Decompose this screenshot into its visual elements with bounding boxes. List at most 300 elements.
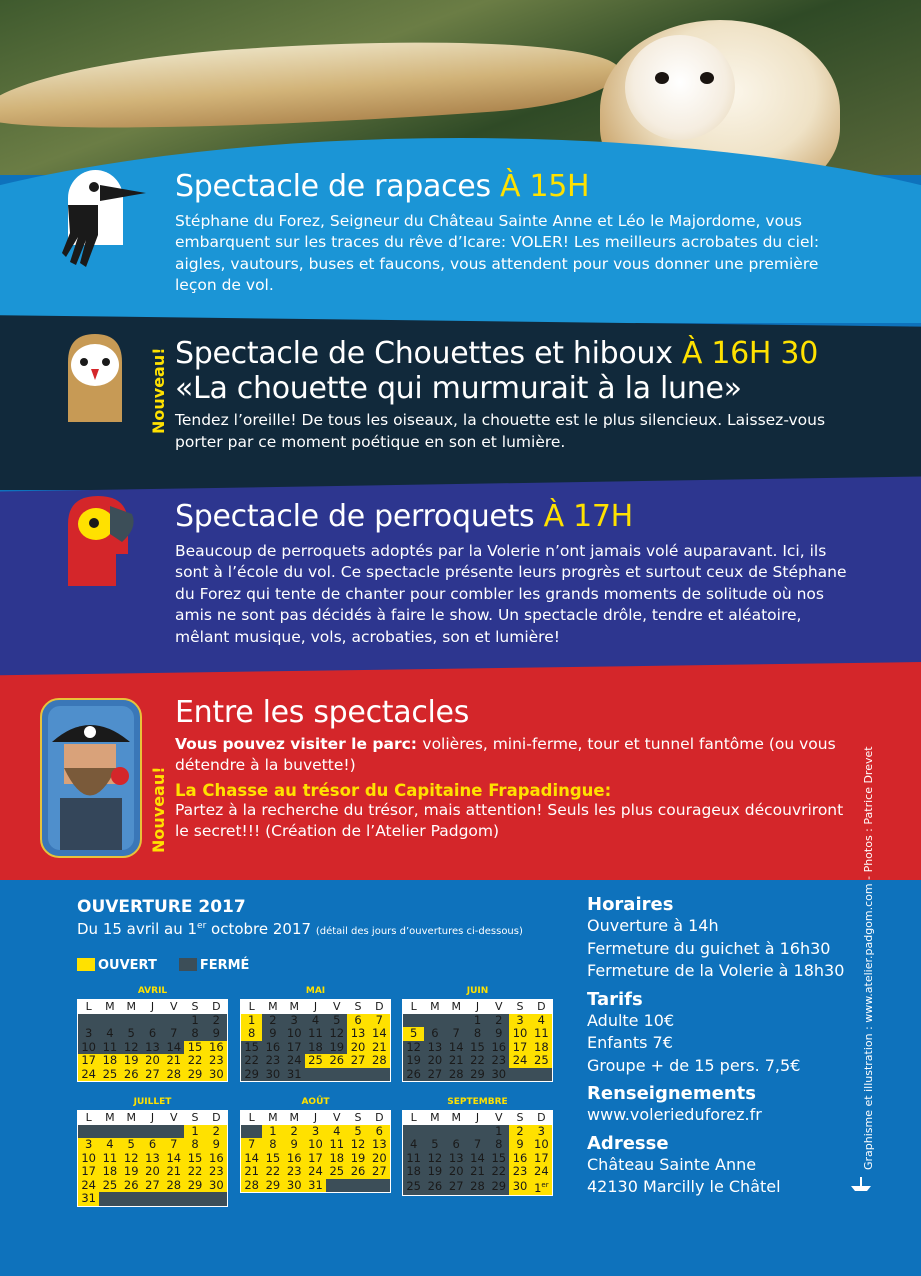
calendar-day: 21 (467, 1165, 488, 1179)
toucan-icon (58, 165, 148, 275)
calendar-day (369, 1068, 390, 1082)
calendar-day: 14 (467, 1152, 488, 1166)
weekday-header: M (284, 1111, 305, 1125)
weekday-header: V (488, 1111, 509, 1125)
legend-closed: FERMÉ (179, 958, 250, 973)
calendar-day (424, 1014, 445, 1028)
calendar-day: 19 (121, 1165, 142, 1179)
weekday-header: L (78, 1111, 99, 1125)
calendar-day: 3 (509, 1014, 530, 1028)
calendar-day: 15 (467, 1041, 488, 1055)
calendar-day: 15 (184, 1041, 205, 1055)
calendar-day (446, 1125, 467, 1139)
calendar-day (78, 1125, 99, 1139)
calendar-day: 16 (262, 1041, 283, 1055)
calendar-day: 19 (424, 1165, 445, 1179)
calendar-day: 13 (142, 1041, 163, 1055)
calendar-day (241, 1125, 262, 1139)
weekday-header: L (78, 1000, 99, 1014)
weekday-header: M (99, 1111, 120, 1125)
calendar-day: 19 (326, 1041, 347, 1055)
owl-eye-right (700, 72, 714, 84)
chasse-title: La Chasse au trésor du Capitaine Frapadingue: (175, 780, 612, 800)
calendar-day: 24 (509, 1054, 530, 1068)
calendar-day (531, 1068, 552, 1082)
calendar-day: 8 (184, 1138, 205, 1152)
calendar-day: 13 (424, 1041, 445, 1055)
calendar-day: 18 (99, 1054, 120, 1068)
calendar-day: 30 (284, 1179, 305, 1193)
weekday-header: J (142, 1000, 163, 1014)
horaires-title: Horaires (587, 894, 674, 915)
calendar-day: 25 (99, 1179, 120, 1193)
chouettes-subtitle: «La chouette qui murmurait à la lune» (175, 370, 742, 406)
calendar-day: 16 (488, 1041, 509, 1055)
calendar-day: 3 (305, 1125, 326, 1139)
calendar-day: 29 (241, 1068, 262, 1082)
calendar-day: 31 (305, 1179, 326, 1193)
calendar-day: 22 (241, 1054, 262, 1068)
calendar-day: 29 (488, 1179, 509, 1195)
calendar-day: 4 (403, 1138, 424, 1152)
calendar-day: 10 (531, 1138, 552, 1152)
calendar-day: 16 (284, 1152, 305, 1166)
calendar-day: 20 (446, 1165, 467, 1179)
calendar-day: 8 (262, 1138, 283, 1152)
calendar-day: 16 (206, 1152, 227, 1166)
weekday-header: M (262, 1000, 283, 1014)
calendar-day: 24 (78, 1068, 99, 1082)
calendar-day: 25 (99, 1068, 120, 1082)
weekday-header: M (446, 1111, 467, 1125)
calendar-day: 18 (326, 1152, 347, 1166)
calendar-day: 30 (509, 1179, 530, 1195)
calendar-day: 9 (509, 1138, 530, 1152)
credit-text: Graphisme et illustration : www.atelier.padgom.com - Photos : Patrice Drevet (862, 746, 875, 1170)
calendar-day: 23 (284, 1165, 305, 1179)
calendar-day: 6 (369, 1125, 390, 1139)
calendar-day: 7 (163, 1027, 184, 1041)
weekday-header: S (347, 1000, 368, 1014)
tarif-3: Groupe + de 15 pers. 7,5€ (587, 1055, 801, 1075)
calendar-day (403, 1014, 424, 1028)
calendar-day (347, 1179, 368, 1193)
weekday-header: S (184, 1111, 205, 1125)
calendar-day: 28 (467, 1179, 488, 1195)
calendar-month (77, 1097, 228, 1207)
calendar-day (424, 1125, 445, 1139)
calendar-day: 21 (163, 1165, 184, 1179)
calendar-day: 10 (305, 1138, 326, 1152)
calendar-day: 28 (446, 1068, 467, 1082)
calendar-day: 7 (446, 1027, 467, 1041)
calendar-month (77, 986, 228, 1082)
calendar-day: 8 (488, 1138, 509, 1152)
calendar-day: 13 (369, 1138, 390, 1152)
calendar-day: 30 (262, 1068, 283, 1082)
calendar-day (184, 1192, 205, 1206)
calendar-day (403, 1125, 424, 1139)
calendar-day: 14 (241, 1152, 262, 1166)
calendar-day: 6 (142, 1027, 163, 1041)
month-name: MAI (305, 986, 326, 996)
calendar-month (240, 986, 391, 1082)
calendar-day: 27 (142, 1068, 163, 1082)
weekday-header: L (403, 1000, 424, 1014)
calendar-day: 24 (284, 1054, 305, 1068)
nouveau-badge-entre: Nouveau! (149, 766, 168, 853)
weekday-header: D (206, 1000, 227, 1014)
month-name: AVRIL (137, 986, 168, 996)
calendar-day (206, 1192, 227, 1206)
calendar-day: 20 (347, 1041, 368, 1055)
calendar-day: 11 (326, 1138, 347, 1152)
calendar-day: 11 (99, 1041, 120, 1055)
calendar-day: 25 (305, 1054, 326, 1068)
calendar-day: 1 (488, 1125, 509, 1139)
calendar-day: 12 (121, 1041, 142, 1055)
calendar-day: 24 (305, 1165, 326, 1179)
calendar-day: 17 (78, 1165, 99, 1179)
month-name: JUIN (466, 986, 489, 996)
calendar-day: 2 (206, 1014, 227, 1028)
calendar-day: 4 (326, 1125, 347, 1139)
calendar-day: 19 (347, 1152, 368, 1166)
weekday-header: V (163, 1000, 184, 1014)
calendar-day (467, 1125, 488, 1139)
calendar-day: 30 (488, 1068, 509, 1082)
calendar-day: 3 (78, 1027, 99, 1041)
calendar-day: 29 (184, 1179, 205, 1193)
calendar-day: 1 (262, 1125, 283, 1139)
weekday-header: M (284, 1000, 305, 1014)
calendar-day: 12 (424, 1152, 445, 1166)
calendar-day: 22 (184, 1054, 205, 1068)
calendar-day: 3 (284, 1014, 305, 1028)
calendar-day (121, 1192, 142, 1206)
calendar-day: 4 (99, 1027, 120, 1041)
calendar-day: 31 (284, 1068, 305, 1082)
calendar-day: 10 (78, 1041, 99, 1055)
calendar-day: 2 (206, 1125, 227, 1139)
calendar-day: 21 (163, 1054, 184, 1068)
adresse-title: Adresse (587, 1132, 669, 1154)
calendar-day: 17 (78, 1054, 99, 1068)
weekday-header: S (509, 1111, 530, 1125)
calendar-day: 5 (326, 1014, 347, 1028)
calendar-day (347, 1068, 368, 1082)
calendar-day: 26 (424, 1179, 445, 1195)
calendar-day: 8 (467, 1027, 488, 1041)
calendar-day: 6 (446, 1138, 467, 1152)
calendar-day: 2 (262, 1014, 283, 1028)
calendar-day: 26 (326, 1054, 347, 1068)
calendar-day: 8 (241, 1027, 262, 1041)
weekday-header: V (326, 1111, 347, 1125)
calendar-day: 9 (488, 1027, 509, 1041)
section-chouettes (175, 337, 855, 453)
section-perroquets (175, 500, 855, 648)
calendar-day: 1er (531, 1179, 552, 1195)
calendar-day: 6 (347, 1014, 368, 1028)
calendar-day (99, 1125, 120, 1139)
calendar-day: 24 (531, 1165, 552, 1179)
calendar-day: 13 (142, 1152, 163, 1166)
calendar-day (142, 1014, 163, 1028)
calendar-day: 4 (99, 1138, 120, 1152)
calendar-day: 4 (305, 1014, 326, 1028)
calendar-day: 27 (347, 1054, 368, 1068)
weekday-header: D (531, 1000, 552, 1014)
calendar-day (99, 1014, 120, 1028)
weekday-header: J (305, 1000, 326, 1014)
calendar-day: 2 (284, 1125, 305, 1139)
calendar-day: 7 (369, 1014, 390, 1028)
chouettes-body: Tendez l’oreille! De tous les oiseaux, la chouette est le plus silencieux. Laissez-vous porter par ce moment poétique en son et lumière. (175, 411, 826, 451)
calendar-day: 1 (467, 1014, 488, 1028)
calendar-day: 10 (509, 1027, 530, 1041)
calendar-day: 2 (488, 1014, 509, 1028)
calendar-day: 13 (347, 1027, 368, 1041)
calendar-day: 21 (241, 1165, 262, 1179)
calendar-day (446, 1014, 467, 1028)
weekday-header: M (424, 1000, 445, 1014)
weekday-header: D (369, 1111, 390, 1125)
entre-title: Entre les spectacles (175, 695, 470, 730)
calendar-day: 20 (142, 1054, 163, 1068)
calendar-day: 12 (121, 1152, 142, 1166)
horaires-3: Fermeture de la Volerie à 18h30 (587, 961, 845, 980)
calendar-day: 23 (206, 1054, 227, 1068)
calendar-day (142, 1125, 163, 1139)
calendar-day: 5 (424, 1138, 445, 1152)
month-name: SEPTEMBRE (447, 1097, 508, 1107)
calendar-day (163, 1014, 184, 1028)
calendar-day: 20 (369, 1152, 390, 1166)
calendar-day (326, 1068, 347, 1082)
calendar-day: 7 (163, 1138, 184, 1152)
calendar-day: 28 (163, 1179, 184, 1193)
calendar-day: 5 (403, 1027, 424, 1041)
calendar-day: 7 (467, 1138, 488, 1152)
calendar-day: 6 (424, 1027, 445, 1041)
chouettes-title: Spectacle de Chouettes et hiboux À 16H 30 (175, 336, 818, 371)
info-column (587, 890, 847, 1199)
calendar-day: 27 (446, 1179, 467, 1195)
calendar-day: 11 (305, 1027, 326, 1041)
calendar-day: 26 (347, 1165, 368, 1179)
calendar-day (121, 1014, 142, 1028)
calendar-day: 25 (403, 1179, 424, 1195)
calendar-day: 19 (403, 1054, 424, 1068)
calendar-day: 2 (509, 1125, 530, 1139)
calendar-day: 1 (241, 1014, 262, 1028)
calendar-day: 12 (326, 1027, 347, 1041)
pirate-icon (40, 698, 142, 858)
calendar-day: 26 (121, 1179, 142, 1193)
calendar-day: 10 (78, 1152, 99, 1166)
calendar-day (78, 1014, 99, 1028)
weekday-header: L (403, 1111, 424, 1125)
calendar-day: 29 (262, 1179, 283, 1193)
weekday-header: M (99, 1000, 120, 1014)
weekday-header: S (509, 1000, 530, 1014)
calendar-day: 18 (403, 1165, 424, 1179)
calendar-day: 22 (488, 1165, 509, 1179)
weekday-header: L (241, 1111, 262, 1125)
ouverture-title: OUVERTURE 2017 (77, 897, 246, 917)
website-link[interactable]: www.volerieduforez.fr (587, 1105, 762, 1124)
adresse-2: 42130 Marcilly le Châtel (587, 1177, 781, 1196)
owl-icon (64, 332, 126, 424)
calendar-day: 30 (206, 1068, 227, 1082)
section-entre (175, 696, 855, 843)
calendar-day: 23 (509, 1165, 530, 1179)
calendar-day: 25 (531, 1054, 552, 1068)
calendar-month (402, 986, 553, 1082)
calendar-day: 11 (403, 1152, 424, 1166)
calendar-day (305, 1068, 326, 1082)
calendar-day: 17 (305, 1152, 326, 1166)
calendar-day: 6 (142, 1138, 163, 1152)
calendar-day: 8 (184, 1027, 205, 1041)
calendar-day: 3 (531, 1125, 552, 1139)
calendar-month (240, 1097, 391, 1193)
month-name: AOÛT (301, 1097, 330, 1107)
calendar-day: 11 (531, 1027, 552, 1041)
renseignements-title: Renseignements (587, 1083, 756, 1104)
entre-visit: Vous pouvez visiter le parc: volières, mini-ferme, tour et tunnel fantôme (ou vous détendre à la buvette!) (175, 734, 836, 774)
calendar-day: 9 (206, 1027, 227, 1041)
calendar-day: 7 (241, 1138, 262, 1152)
calendar-day: 12 (347, 1138, 368, 1152)
calendar-month (402, 1097, 553, 1196)
calendar-day: 30 (206, 1179, 227, 1193)
parrot-icon (66, 494, 136, 589)
calendar-day: 15 (184, 1152, 205, 1166)
calendar-day: 23 (488, 1054, 509, 1068)
calendar-legend (77, 958, 249, 973)
calendar-day: 23 (206, 1165, 227, 1179)
horaires-1: Ouverture à 14h (587, 916, 719, 935)
rapaces-title: Spectacle de rapaces À 15H (175, 169, 590, 204)
section-rapaces (175, 170, 855, 297)
owl-face (625, 35, 735, 140)
calendar-day: 15 (241, 1041, 262, 1055)
weekday-header: V (488, 1000, 509, 1014)
calendar-day: 15 (488, 1152, 509, 1166)
calendar-day: 18 (305, 1041, 326, 1055)
perroquets-title: Spectacle de perroquets À 17H (175, 499, 633, 534)
calendar-day: 26 (121, 1068, 142, 1082)
calendar-day: 16 (509, 1152, 530, 1166)
calendar-day (142, 1192, 163, 1206)
weekday-header: J (305, 1111, 326, 1125)
calendar-day: 21 (369, 1041, 390, 1055)
horaires-2: Fermeture du guichet à 16h30 (587, 938, 831, 958)
calendar-day: 17 (509, 1041, 530, 1055)
calendar-day: 22 (184, 1165, 205, 1179)
nouveau-badge-chouettes: Nouveau! (149, 347, 168, 434)
calendar-day: 4 (531, 1014, 552, 1028)
calendar-day: 22 (262, 1165, 283, 1179)
calendar-day: 3 (78, 1138, 99, 1152)
calendar-day: 29 (184, 1068, 205, 1082)
weekday-header: M (121, 1111, 142, 1125)
calendar-day: 16 (206, 1041, 227, 1055)
weekday-header: D (369, 1000, 390, 1014)
calendar-day (509, 1068, 530, 1082)
visit-label: Vous pouvez visiter le parc: (175, 734, 423, 753)
month-name: JUILLET (133, 1097, 172, 1107)
calendar-day: 17 (531, 1152, 552, 1166)
perroquets-body: Beaucoup de perroquets adoptés par la Volerie n’ont jamais volé auparavant. Ici, ils sont à l’école du vol. Ce spectacle présente leurs progrès et surtout ceux de Stéphane du Forez qui tente de chanter pour combler les grands moments de solitude où nos amis ne sont pas décidés à faire le show. Un spectacle drôle, tendre et aléatoire, mêlant musique, vols, acrobaties, son et lumière! (175, 541, 847, 646)
calendar-day: 24 (78, 1179, 99, 1193)
calendar-day: 14 (163, 1041, 184, 1055)
calendar-day (99, 1192, 120, 1206)
adresse-1: Château Sainte Anne (587, 1154, 757, 1174)
calendar-day: 14 (369, 1027, 390, 1041)
legend-open: OUVERT (77, 958, 157, 973)
calendar-day: 9 (206, 1138, 227, 1152)
calendar-day: 22 (467, 1054, 488, 1068)
calendar-day (326, 1179, 347, 1193)
weekday-header: J (467, 1111, 488, 1125)
calendar-day (369, 1179, 390, 1193)
calendar-day: 14 (446, 1041, 467, 1055)
calendar-day: 5 (347, 1125, 368, 1139)
weekday-header: M (121, 1000, 142, 1014)
calendar-day: 27 (142, 1179, 163, 1193)
tarifs-title: Tarifs (587, 988, 643, 1010)
weekday-header: M (446, 1000, 467, 1014)
weekday-header: L (241, 1000, 262, 1014)
calendar-day (121, 1125, 142, 1139)
owl-wing (0, 23, 622, 147)
weekday-header: S (347, 1111, 368, 1125)
calendar-day: 13 (446, 1152, 467, 1166)
calendar-day: 31 (78, 1192, 99, 1206)
calendar-day: 23 (262, 1054, 283, 1068)
calendar-day: 28 (163, 1068, 184, 1082)
calendar-day: 27 (424, 1068, 445, 1082)
weekday-header: J (142, 1111, 163, 1125)
chasse-body: Partez à la recherche du trésor, mais attention! Seuls les plus courageux découvriront le secret!!! (Création de l’Atelier Padgom) (175, 800, 844, 840)
calendar-day (163, 1125, 184, 1139)
calendar-day: 12 (403, 1041, 424, 1055)
calendar-day: 28 (241, 1179, 262, 1193)
calendar-day: 10 (284, 1027, 305, 1041)
calendar-day: 5 (121, 1138, 142, 1152)
calendar-day: 9 (262, 1027, 283, 1041)
weekday-header: S (184, 1000, 205, 1014)
calendar-day: 18 (531, 1041, 552, 1055)
calendar-day: 1 (184, 1014, 205, 1028)
weekday-header: V (163, 1111, 184, 1125)
boat-icon (850, 1176, 872, 1192)
calendar-day: 11 (99, 1152, 120, 1166)
weekday-header: J (467, 1000, 488, 1014)
calendar-day: 26 (403, 1068, 424, 1082)
calendar-day: 20 (424, 1054, 445, 1068)
weekday-header: V (326, 1000, 347, 1014)
weekday-header: M (424, 1111, 445, 1125)
weekday-header: D (206, 1111, 227, 1125)
calendar-day: 5 (121, 1027, 142, 1041)
rapaces-body: Stéphane du Forez, Seigneur du Château Sainte Anne et Léo le Majordome, vous embarquent sur les traces du rêve d’Icare: VOLER! Les meilleurs acrobates du ciel: aigles, vautours, buses et faucons, vous attendent pour vous donner une première leçon de vol. (175, 211, 820, 294)
calendar-day: 1 (184, 1125, 205, 1139)
calendar-day: 21 (446, 1054, 467, 1068)
